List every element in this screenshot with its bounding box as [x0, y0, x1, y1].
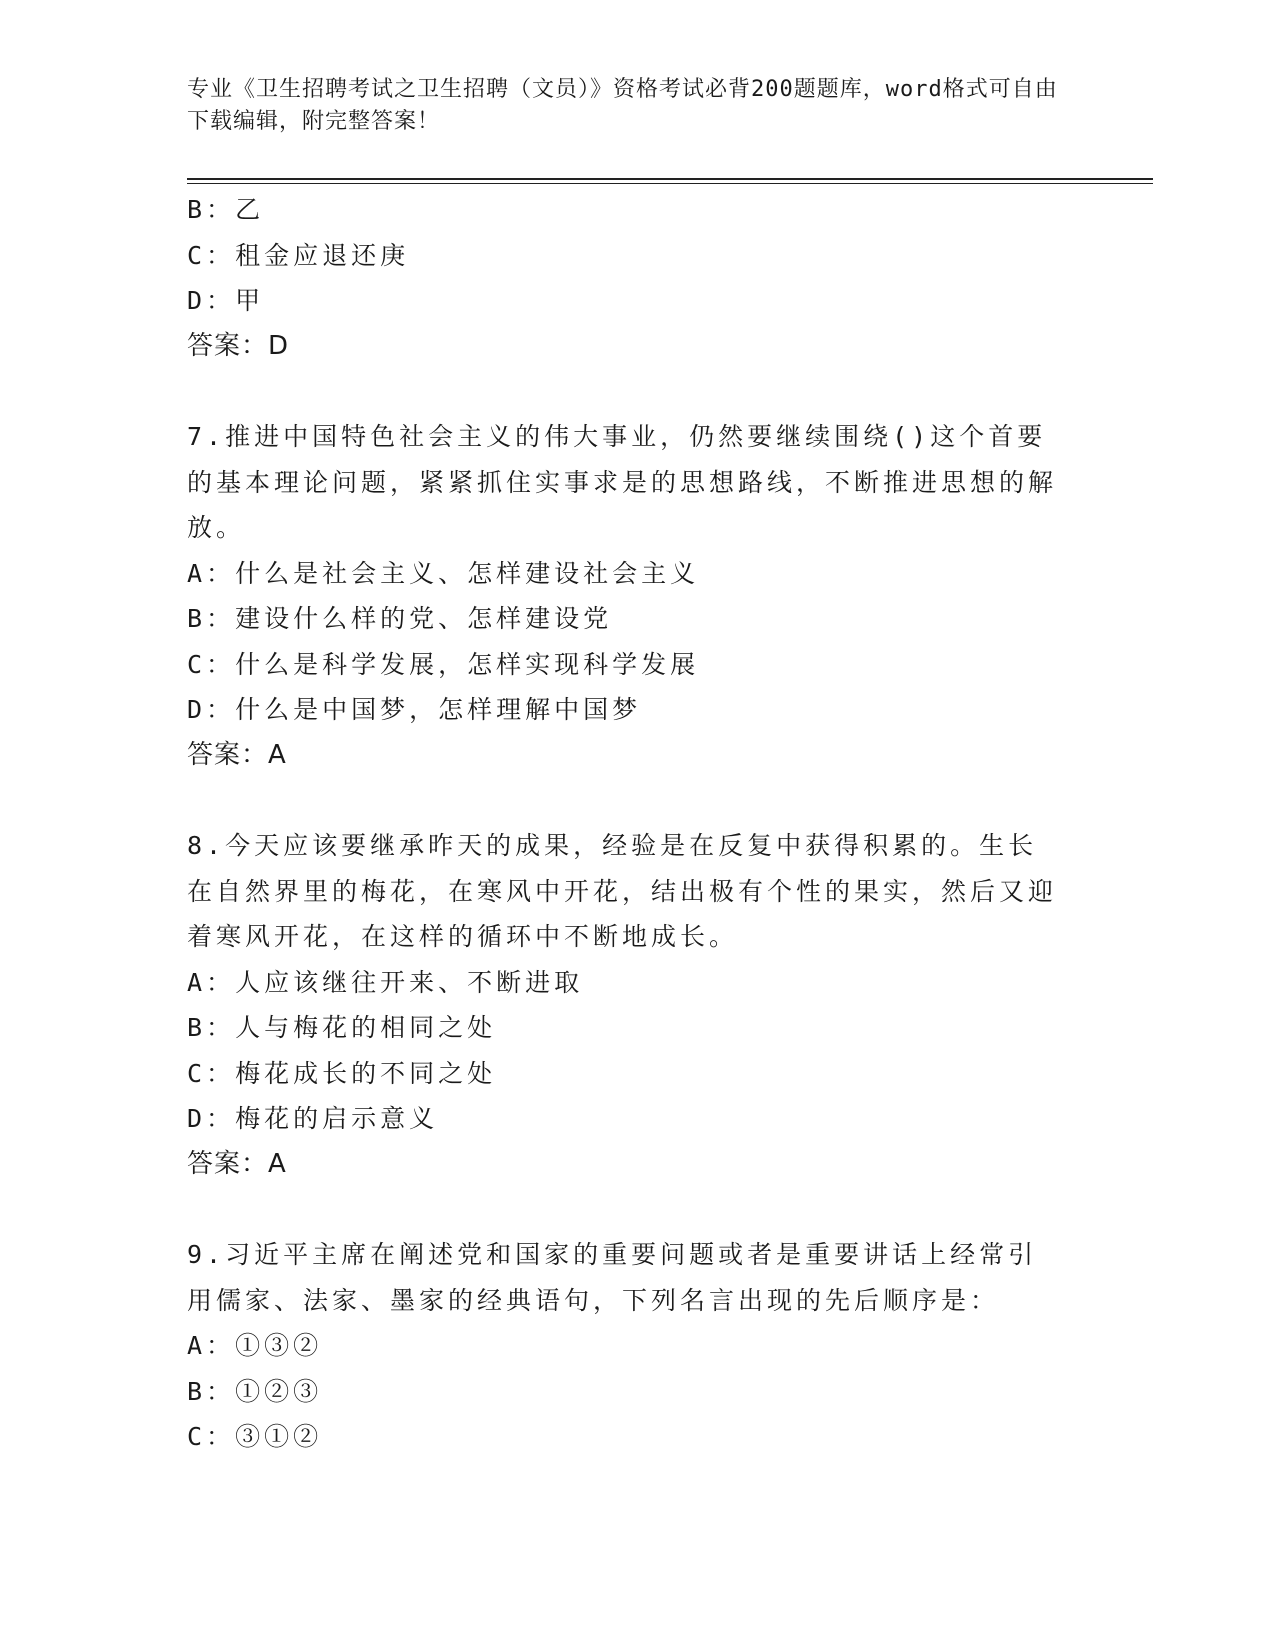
option-b	[187, 1005, 1067, 1051]
option-d	[187, 278, 1067, 324]
option-key: D：	[187, 286, 236, 315]
answer-value: D	[268, 330, 290, 361]
question-9-text: 9.习近平主席在阐述党和国家的重要问题或者是重要讲话上经常引用儒家、法家、墨家的经典语句，下列名言出现的先后顺序是：	[187, 1240, 1038, 1315]
option-text: 什么是社会主义、怎样建设社会主义	[235, 558, 700, 588]
option-text: 甲	[235, 286, 265, 315]
option-c	[187, 642, 1067, 688]
option-c	[187, 1414, 1067, 1460]
spacer	[187, 1187, 1067, 1232]
option-key: B：	[187, 604, 236, 633]
question-7-text: 7.推进中国特色社会主义的伟大事业，仍然要继续围绕()这个首要的基本理论问题，紧紧抓住实事求是的思想路线，不断推进思想的解放。	[187, 422, 1058, 542]
option-text: 租金应退还庚	[235, 240, 410, 270]
option-key: D：	[187, 1104, 236, 1133]
option-b	[187, 187, 1067, 233]
option-key: C：	[187, 240, 236, 270]
spacer	[187, 778, 1067, 823]
option-key: C：	[187, 1422, 236, 1451]
document-header: 专业《卫生招聘考试之卫生招聘（文员）》资格考试必背200题题库，word格式可自由下载编辑，附完整答案！	[187, 77, 1058, 134]
option-text: 什么是中国梦，怎样理解中国梦	[235, 695, 642, 724]
option-key: B：	[187, 1013, 236, 1042]
header-rule-thin	[187, 183, 1153, 184]
answer-line	[187, 1142, 1067, 1188]
option-text: ①②③	[235, 1376, 323, 1406]
option-key: B：	[187, 195, 236, 224]
option-d	[187, 1096, 1067, 1142]
spacer	[187, 369, 1067, 414]
option-text: ①③②	[235, 1331, 323, 1360]
option-text: 梅花成长的不同之处	[235, 1058, 497, 1088]
option-key: A：	[187, 1331, 236, 1360]
option-a	[187, 551, 1067, 597]
option-key: D：	[187, 695, 236, 724]
question-8-text: 8.今天应该要继承昨天的成果，经验是在反复中获得积累的。生长在自然界里的梅花，在寒风中开花，结出极有个性的果实，然后又迎着寒风开花，在这样的循环中不断地成长。	[187, 831, 1058, 951]
option-text: 乙	[235, 195, 265, 224]
option-c	[187, 1051, 1067, 1097]
option-key: C：	[187, 649, 236, 679]
option-a	[187, 960, 1067, 1006]
option-a	[187, 1323, 1067, 1369]
option-key: B：	[187, 1376, 236, 1406]
option-b	[187, 596, 1067, 642]
option-key: A：	[187, 558, 236, 588]
answer-line	[187, 733, 1067, 779]
option-text: 人与梅花的相同之处	[235, 1013, 497, 1042]
option-text: 建设什么样的党、怎样建设党	[235, 604, 613, 633]
document-body	[187, 187, 1067, 1460]
option-b	[187, 1369, 1067, 1415]
answer-label: 答案：	[187, 739, 269, 770]
option-key: C：	[187, 1058, 236, 1088]
answer-label: 答案：	[187, 1148, 269, 1179]
header-rule-thick	[187, 178, 1153, 180]
option-key: A：	[187, 967, 236, 997]
option-text: 梅花的启示意义	[235, 1104, 439, 1133]
option-d	[187, 687, 1067, 733]
answer-value: A	[268, 1148, 287, 1179]
option-text: ③①②	[235, 1422, 323, 1451]
answer-value: A	[268, 739, 287, 770]
answer-label: 答案：	[187, 330, 269, 361]
option-text: 什么是科学发展，怎样实现科学发展	[235, 649, 700, 679]
option-text: 人应该继往开来、不断进取	[235, 967, 584, 997]
option-c	[187, 233, 1067, 279]
answer-line	[187, 324, 1067, 370]
